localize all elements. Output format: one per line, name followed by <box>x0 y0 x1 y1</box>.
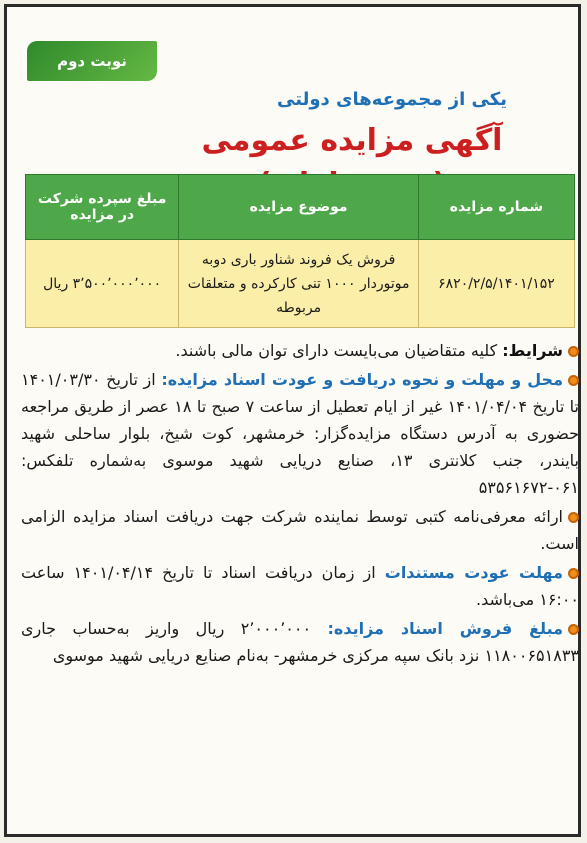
cell-auction-number: ۶۸۲۰/۲/۵/۱۴۰۱/۱۵۲ <box>418 240 574 328</box>
header-auction-number: شماره مزایده <box>418 175 574 240</box>
cell-auction-subject: فروش یک فروند شناور باری دوبه موتوردار ۱۰۰۰ تنی کارکرده و متعلقات مربوطه <box>179 240 419 328</box>
header-auction-subject: موضوع مزایده <box>179 175 419 240</box>
place-text: از تاریخ ۱۴۰۱/۰۳/۳۰ تا تاریخ ۱۴۰۱/۰۴/۰۴ غیر از ایام تعطیل از ساعت ۷ صبح تا ۱۸ عصر از طریق مراجعه حضوری به آدرس دستگاه مزایده‌گزار: خرمشهر، کوت شیخ، بلوار ساحلی شهید بایندر، جنب کلانتری ۱۳، صنایع دریایی شهید موسوی به‌شماره تلفکس: ۰۶۱-۵۳۵۶۱۶۷۲ <box>21 370 580 497</box>
deadline-paragraph <box>21 559 579 613</box>
auction-table <box>25 174 575 328</box>
bullet-icon <box>568 346 579 357</box>
deadline-label: مهلت عودت مستندات <box>384 563 563 582</box>
conditions-text: کلیه متقاضیان می‌بایست دارای توان مالی باشند. <box>175 341 503 360</box>
place-label: محل و مهلت و نحوه دریافت و عودت اسناد مزایده: <box>161 370 563 389</box>
header-deposit-amount: مبلغ سپرده شرکت در مزایده <box>26 175 179 240</box>
second-round-badge: نوبت دوم <box>27 41 157 81</box>
bullet-icon <box>568 512 579 523</box>
conditions-label: شرایط: <box>502 341 563 360</box>
price-text: ۲٬۰۰۰٬۰۰۰ ریال واریز به‌حساب جاری ۱۱۸۰۰۶۵۱۸۳۳ نزد بانک سپه مرکزی خرمشهر- به‌نام صنایع دریایی شهید موسوی <box>21 619 579 665</box>
notice-subtitle: یکی از مجموعه‌های دولتی <box>277 89 507 110</box>
bullet-icon <box>568 375 579 386</box>
bullet-icon <box>568 568 579 579</box>
intro-letter-text: ارائه معرفی‌نامه کتبی توسط نماینده شرکت جهت دریافت اسناد مزایده الزامی است. <box>21 507 579 553</box>
notice-title: آگهی مزایده عمومی <box>201 123 503 158</box>
table-header-row <box>26 175 575 240</box>
notice-body <box>21 337 579 671</box>
bullet-icon <box>568 624 579 635</box>
place-paragraph <box>21 366 579 501</box>
conditions-paragraph <box>21 337 579 364</box>
cell-deposit-amount: ۳٬۵۰۰٬۰۰۰٬۰۰۰ ریال <box>26 240 179 328</box>
price-label: مبلغ فروش اسناد مزایده: <box>327 619 563 638</box>
notice-frame <box>4 4 581 837</box>
price-paragraph <box>21 615 579 669</box>
intro-letter-paragraph <box>21 503 579 557</box>
deadline-text: از زمان دریافت اسناد تا تاریخ ۱۴۰۱/۰۴/۱۴ ساعت ۱۶:۰۰ می‌باشد. <box>21 563 579 609</box>
table-row <box>26 240 575 328</box>
